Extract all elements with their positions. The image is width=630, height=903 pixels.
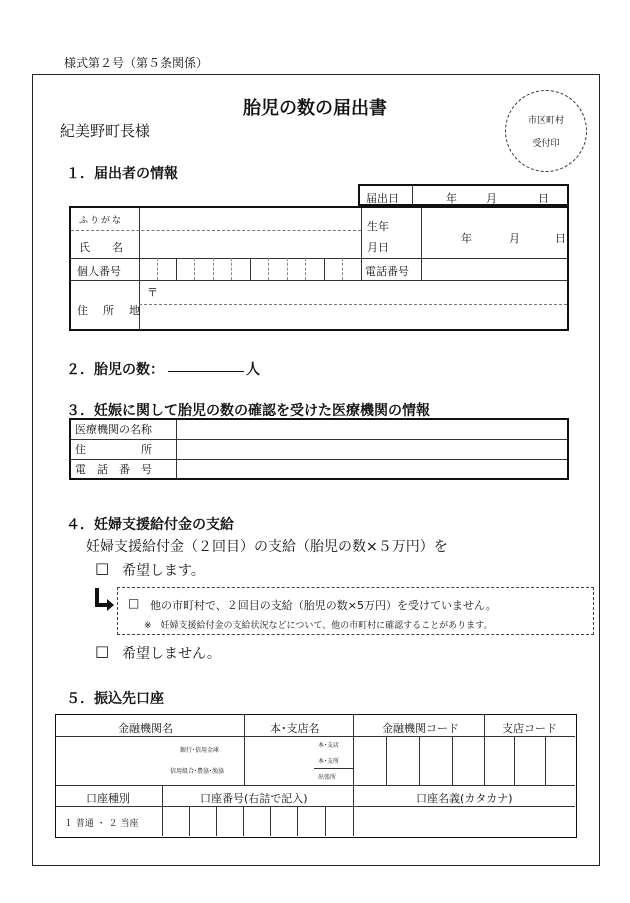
medical-phone-label: 電 話 番 号: [70, 459, 176, 479]
support-sentence: 妊婦支援給付金（２回目）の支給（胎児の数×５万円）を: [86, 539, 448, 555]
form-number: 様式第２号（第５条関係）: [64, 56, 209, 70]
fetus-count-unit: 人: [246, 362, 260, 378]
medical-phone-field[interactable]: [176, 459, 568, 479]
no-wish-checkbox[interactable]: □: [95, 642, 110, 660]
medical-institution-table: [69, 418, 569, 480]
birth-year-label: 年: [461, 232, 472, 245]
branch-type-1: 本･支店: [318, 742, 340, 749]
account-holder-field[interactable]: [354, 807, 575, 836]
bank-account-table: [55, 714, 577, 838]
section-2-heading: ２．胎児の数：: [66, 362, 164, 378]
wish-checkbox[interactable]: □: [95, 559, 110, 577]
birthdate-label-1: 生年: [367, 220, 389, 233]
confirmation-note: ※ 妊婦支援給付金の支給状況などについて、他の市町村に確認することがあります。: [144, 621, 493, 631]
branch-code-header: 支店コード: [502, 722, 557, 735]
other-municipality-checkbox[interactable]: □: [128, 596, 140, 610]
submission-date-box: [358, 184, 569, 206]
medical-address-field[interactable]: [176, 439, 568, 459]
medical-name-field[interactable]: [176, 419, 568, 439]
section-1-heading: １．届出者の情報: [66, 166, 178, 182]
birth-day-label: 日: [555, 232, 566, 245]
reception-stamp: [505, 90, 587, 172]
other-municipality-label: 他の市町村で、２回目の支給（胎児の数×5万円）を受けていません。: [150, 599, 497, 612]
branch-type-3: 出張所: [318, 774, 337, 781]
birth-month-label: 月: [509, 232, 520, 245]
other-municipality-box: [117, 587, 594, 635]
account-number-cells[interactable]: [162, 806, 353, 836]
stamp-line-1: 市区町村: [527, 116, 564, 126]
address-label: 住 所 地: [77, 304, 142, 317]
postal-mark: 〒: [147, 286, 158, 299]
section-3-heading: ３．妊娠に関して胎児の数の確認を受けた医療機関の情報: [66, 403, 430, 419]
account-holder-header: 口座名義(カタカナ): [416, 792, 513, 805]
phone-label: 電話番号: [365, 265, 409, 278]
medical-address-label: 住 所: [70, 439, 176, 459]
bank-name-header: 金融機関名: [118, 722, 173, 735]
wish-label: 希望します。: [122, 563, 205, 579]
furigana-label: ふりがな: [79, 216, 124, 226]
section-4-heading: ４．妊婦支援給付金の支給: [66, 517, 234, 533]
branch-name-header: 本･支店名: [270, 722, 320, 735]
birthdate-label-2: 月日: [367, 241, 389, 254]
date-label: 届出日: [366, 192, 399, 205]
account-type-header: 口座種別: [86, 792, 130, 805]
account-number-header: 口座番号(右詰で記入): [200, 792, 308, 805]
name-label: 氏 名: [79, 241, 123, 254]
applicant-info-table: [69, 206, 569, 331]
fetus-count-field[interactable]: [168, 371, 244, 372]
date-month-label: 月: [486, 192, 497, 205]
id-number-label: 個人番号: [77, 265, 121, 278]
id-number-cells[interactable]: [139, 258, 361, 280]
account-type-options[interactable]: １ 普通 ・ ２ 当座: [64, 819, 139, 829]
branch-type-2: 本･支所: [318, 758, 340, 765]
document-title: 胎児の数の届出書: [243, 98, 387, 119]
arrow-down-right-icon: [92, 588, 116, 612]
addressee: 紀美野町長様: [60, 122, 151, 140]
bank-types-2: 信用組合･農協･漁協: [170, 768, 225, 775]
no-wish-label: 希望しません。: [122, 646, 221, 662]
bank-code-header: 金融機関コード: [382, 722, 459, 735]
medical-name-label: 医療機関の名称: [70, 419, 176, 439]
bank-types-1: 銀行･信用金庫: [180, 747, 220, 754]
date-day-label: 日: [538, 192, 549, 205]
date-year-label: 年: [446, 192, 457, 205]
section-5-heading: ５．振込先口座: [66, 691, 164, 707]
stamp-line-2: 受付印: [532, 139, 560, 149]
